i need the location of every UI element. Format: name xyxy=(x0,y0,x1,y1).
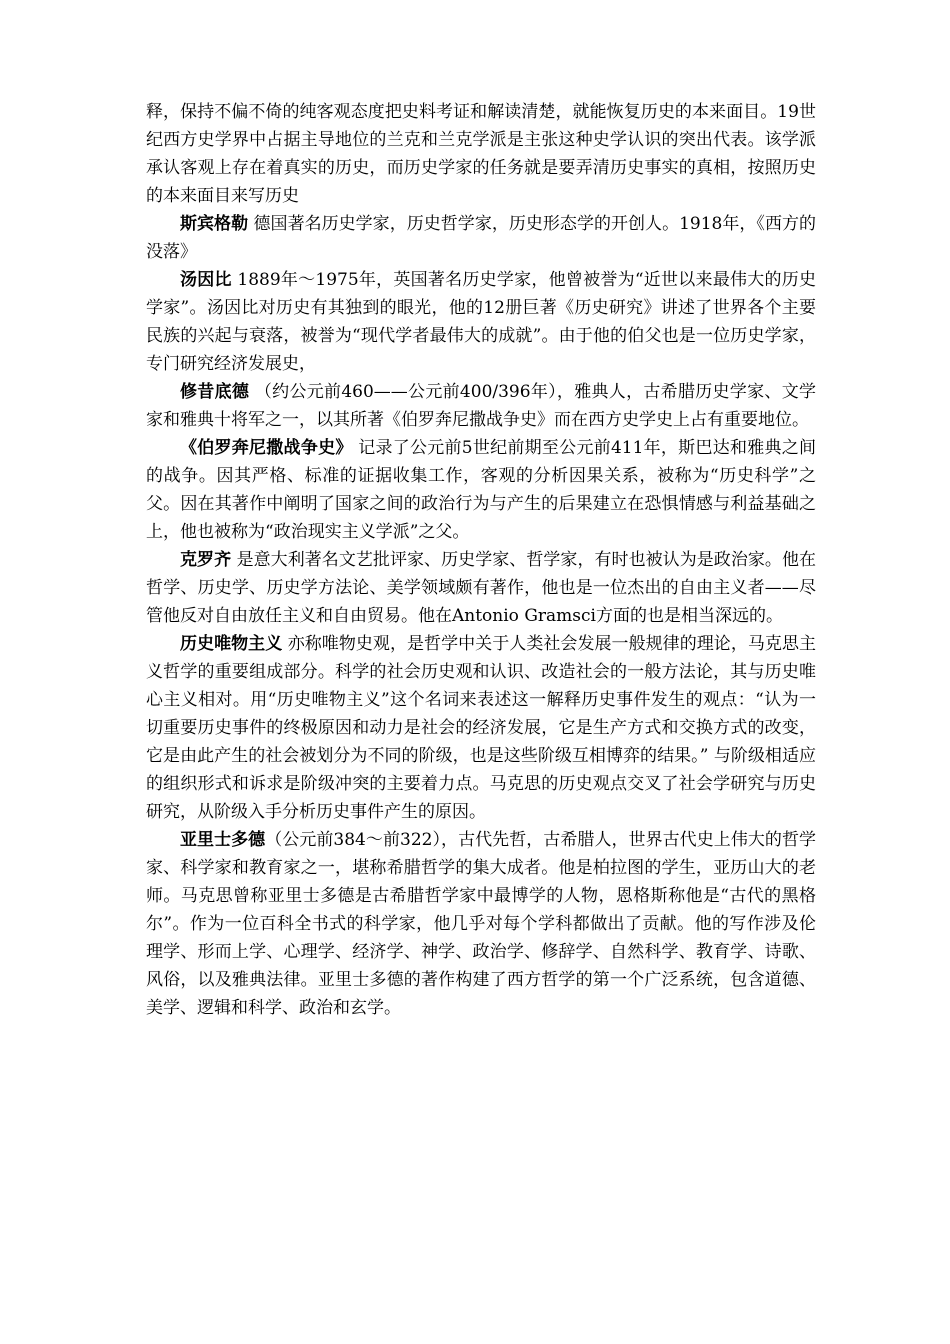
entry-text: 德国著名历史学家，历史哲学家，历史形态学的开创人。1918年，《西方的没落》 xyxy=(146,214,816,262)
entry-text: （约公元前460——公元前400/396年），雅典人，古希腊历史学家、文学家和雅典十将军之一，以其所著《伯罗奔尼撒战争史》而在西方史学史上占有重要地位。 xyxy=(146,382,816,430)
entry-aristotle xyxy=(146,826,816,1022)
entry-text: 亦称唯物史观，是哲学中关于人类社会发展一般规律的理论，马克思主义哲学的重要组成部分。科学的社会历史观和认识、改造社会的一般方法论，其与历史唯心主义相对。用“历史唯物主义”这个名词来表述这一解释历史事件发生的观点：“认为一切重要历史事件的终极原因和动力是社会的经济发展，它是生产方式和交换方式的改变，它是由此产生的社会被划分为不同的阶级，也是这些阶级互相博弈的结果。” 与阶级相适应的组织形式和诉求是阶级冲突的主要着力点。马克思的历史观点交叉了社会学研究与历史研究，从阶级入手分析历史事件产生的原因。 xyxy=(146,634,817,822)
entry-text: 是意大利著名文艺批评家、历史学家、哲学家，有时也被认为是政治家。他在哲学、历史学、历史学方法论、美学领域颇有著作，他也是一位杰出的自由主义者——尽管他反对自由放任主义和自由贸易。他在Antonio Gramsci方面的也是相当深远的。 xyxy=(146,550,817,626)
entry-term: 亚里士多德 xyxy=(180,830,266,850)
entry-term: 修昔底德 xyxy=(180,382,250,402)
entry-thucydides xyxy=(146,378,816,434)
paragraph-text: 释，保持不偏不倚的纯客观态度把史料考证和解读清楚，就能恢复历史的本来面目。19世纪西方史学界中占据主导地位的兰克和兰克学派是主张这种史学认识的突出代表。该学派承认客观上存在着真实的历史，而历史学家的任务就是要弄清历史事实的真相，按照历史的本来面目来写历史 xyxy=(146,102,816,206)
entry-term: 历史唯物主义 xyxy=(180,634,283,654)
entry-term: 《伯罗奔尼撒战争史》 xyxy=(180,438,353,458)
entry-historical-materialism xyxy=(146,630,816,826)
entry-spengler xyxy=(146,210,816,266)
entry-term: 克罗齐 xyxy=(180,550,232,570)
entry-toynbee xyxy=(146,266,816,378)
entry-text: 记录了公元前5世纪前期至公元前411年，斯巴达和雅典之间的战争。因其严格、标准的证据收集工作，客观的分析因果关系，被称为“历史科学”之父。因在其著作中阐明了国家之间的政治行为与产生的后果建立在恐惧情感与利益基础之上，他也被称为“政治现实主义学派”之父。 xyxy=(146,438,816,542)
paragraph-continuation xyxy=(146,98,816,210)
entry-croce xyxy=(146,546,816,630)
entry-term: 汤因比 xyxy=(180,270,232,290)
document-body xyxy=(146,98,816,1022)
entry-text: 1889年～1975年，英国著名历史学家，他曾被誉为“近世以来最伟大的历史学家”。汤因比对历史有其独到的眼光，他的12册巨著《历史研究》讲述了世界各个主要民族的兴起与衰落，被誉为“现代学者最伟大的成就”。由于他的伯父也是一位历史学家，专门研究经济发展史， xyxy=(146,270,817,374)
entry-text: （公元前384～前322），古代先哲，古希腊人，世界古代史上伟大的哲学家、科学家和教育家之一，堪称希腊哲学的集大成者。他是柏拉图的学生，亚历山大的老师。马克思曾称亚里士多德是古希腊哲学家中最博学的人物，恩格斯称他是“古代的黑格尔”。作为一位百科全书式的科学家，他几乎对每个学科都做出了贡献。他的写作涉及伦理学、形而上学、心理学、经济学、神学、政治学、修辞学、自然科学、教育学、诗歌、风俗，以及雅典法律。亚里士多德的著作构建了西方哲学的第一个广泛系统，包含道德、美学、逻辑和科学、政治和玄学。 xyxy=(146,830,816,1018)
entry-term: 斯宾格勒 xyxy=(180,214,249,234)
entry-peloponnesian-war xyxy=(146,434,816,546)
